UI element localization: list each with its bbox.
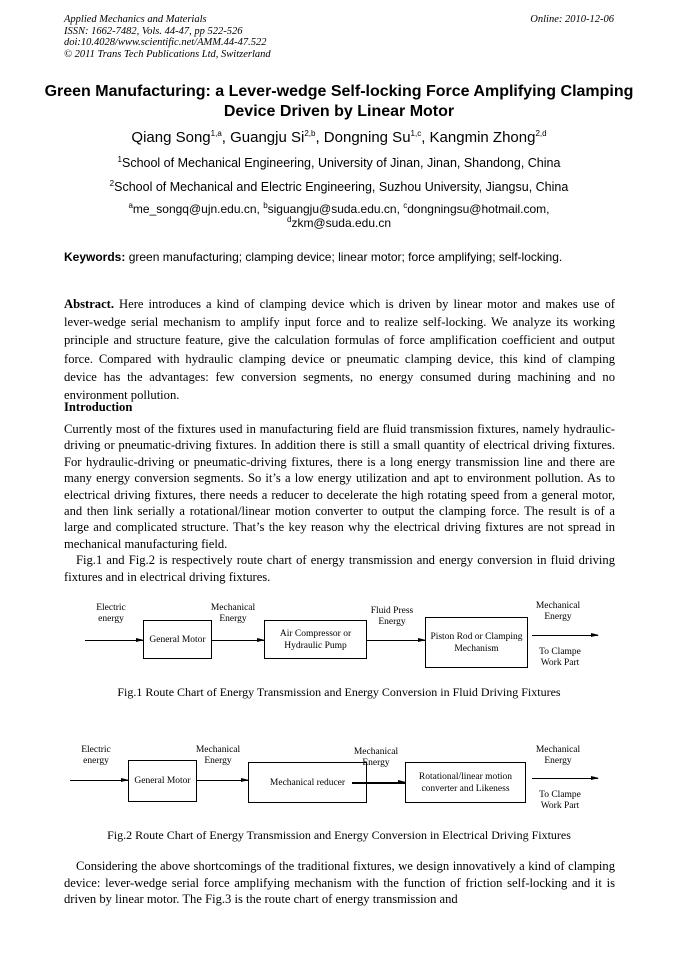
flow-label: Mechanical Energy: [353, 747, 399, 768]
email: dongningsu@hotmail.com,: [407, 202, 550, 216]
aff-text: School of Mechanical and Electric Engineering, Suzhou University, Jiangsu, China: [114, 180, 569, 195]
online-date: Online: 2010-12-06: [530, 14, 614, 25]
flow-label: To Clampe Work Part: [539, 790, 581, 811]
aff-sup: 1: [117, 155, 122, 164]
flow-box: Piston Rod or Clamping Mechanism: [425, 617, 528, 668]
figure-caption: Fig.2 Route Chart of Energy Transmission and Energy Conversion in Electrical Driving Fixtures: [107, 828, 571, 842]
flow-box: Rotational/linear motion converter and Likeness: [405, 762, 526, 803]
email: me_songq@ujn.edu.cn,: [132, 202, 264, 216]
aff-text: School of Mechanical Engineering, University of Jinan, Jinan, Shandong, China: [121, 156, 561, 171]
copyright: © 2011 Trans Tech Publications Ltd, Switzerland: [64, 48, 271, 60]
email-sup: c: [403, 201, 408, 210]
author-sup: 1,a: [210, 129, 222, 138]
email-sup: b: [263, 201, 268, 210]
arrow: [85, 640, 143, 641]
author-sup: 2,d: [535, 129, 547, 138]
email-sup: d: [286, 215, 292, 224]
introduction-body: [64, 421, 615, 585]
flow-label: To Clampe Work Part: [539, 647, 581, 668]
keywords-text: green manufacturing; clamping device; linear motor; force amplifying; self-locking.: [125, 250, 563, 264]
doi: doi:10.4028/www.scientific.net/AMM.44-47.522: [64, 37, 267, 48]
journal-name: Applied Mechanics and Materials: [64, 14, 207, 25]
affiliation: [0, 155, 678, 170]
flow-label: Mechanical Energy: [535, 745, 581, 766]
abstract-text: Here introduces a kind of clamping device which is driven by linear motor and makes use of lever-wedge serial mechanism to amplify input force and to realize self-locking. We analyze its working principle and structure feature, give the calculation formulas of force amplification coefficient and output force. Compared with hydraulic clamping device or pneumatic clamping device, this kind of clamping device has the advantages: few conversion segments, no energy consumed during machining and no environment pollution.: [64, 297, 615, 403]
author: Guangju Si: [230, 129, 305, 146]
arrow: [352, 782, 405, 784]
flow-box: General Motor: [128, 760, 197, 802]
author: Kangmin Zhong: [429, 129, 536, 146]
keywords-label: Keywords:: [64, 250, 126, 264]
arrow: [366, 640, 425, 641]
issn: ISSN: 1662-7482, Vols. 44-47, pp 522-526: [64, 25, 243, 37]
section-heading: Introduction: [64, 400, 133, 414]
flow-label: Fluid Press Energy: [370, 606, 414, 627]
arrow: [211, 640, 264, 641]
author-sup: 1,c: [410, 129, 422, 138]
flow-label: Mechanical Energy: [210, 603, 256, 624]
emails-line2: [0, 215, 678, 230]
emails: [0, 201, 678, 216]
abstract-label: Abstract.: [64, 297, 115, 311]
author-sup: 2,b: [304, 129, 316, 138]
abstract: [64, 295, 615, 404]
flow-label: Mechanical Energy: [195, 745, 241, 766]
author: Qiang Song: [131, 129, 211, 146]
paragraph: Currently most of the fixtures used in manufacturing field are fluid transmission fixtures, namely hydraulic-driving or pneumatic-driving fixtures. In addition there is still a small quantity of electrical driving fixtures. For hydraulic-driving or pneumatic-driving fixtures, there is a long energy transmission line and there are many energy conversion segments. So it’s a low energy utilization and apt to environment pollution. As to electrical driving fixtures, there needs a reducer to decelerate the high rotating speed from a general motor, and then link serially a rotational/linear motion converter to output the clamping force. The result is of a large and complicated structure. That’s the key reason why the electrical driving fixtures are not spread in mechanical manufacturing field.: [64, 422, 615, 551]
flow-box: Air Compressor or Hydraulic Pump: [264, 620, 367, 659]
paragraph: Considering the above shortcomings of the traditional fixtures, we design innovatively a kind of clamping device: lever-wedge serial force amplifying mechanism with the function of friction self-locking and it is driven by linear motor. The Fig.3 is the route chart of energy transmission and: [64, 859, 615, 906]
author: Dongning Su: [323, 129, 411, 146]
flow-label: Electric energy: [96, 603, 126, 624]
arrow: [532, 778, 598, 779]
arrow: [70, 780, 128, 781]
paragraph: Fig.1 and Fig.2 is respectively route chart of energy transmission and energy conversion in fluid driving fixtures and in electrical driving fixtures.: [64, 553, 615, 584]
affiliation: [0, 179, 678, 194]
aff-sup: 2: [109, 179, 115, 188]
keywords: [64, 250, 562, 264]
flow-box: Mechanical reducer: [248, 762, 367, 803]
figure-caption: Fig.1 Route Chart of Energy Transmission and Energy Conversion in Fluid Driving Fixtures: [117, 685, 561, 699]
flow-box: General Motor: [143, 620, 212, 659]
email: siguangju@suda.edu.cn,: [267, 202, 404, 216]
email: zkm@suda.edu.cn: [291, 216, 391, 230]
arrow: [196, 780, 248, 781]
paper-title: Green Manufacturing: a Lever-wedge Self-locking Force Amplifying Clamping Device Driven by Linear Motor: [44, 83, 634, 120]
journal-header: [64, 14, 271, 60]
authors: Qiang Song$^{1,a}$, Guangju Si$^{2,b}$, Dongning Su$^{1,c}$, Kangmin Zhong$^{2,d}$: [131, 129, 547, 146]
arrow: [532, 635, 598, 636]
email-sup: a: [128, 201, 133, 210]
flow-label: Mechanical Energy: [535, 601, 581, 622]
flow-label: Electric energy: [81, 745, 111, 766]
